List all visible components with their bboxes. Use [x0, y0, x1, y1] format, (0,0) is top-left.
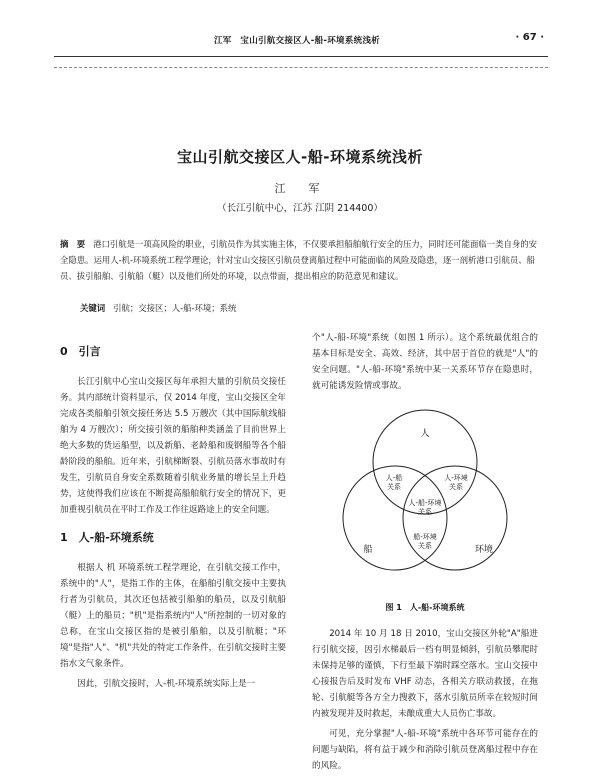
header-rule — [54, 56, 548, 57]
section-0-heading: 0 引言 — [60, 345, 101, 358]
label-ren-huanjing-1: 人-环境 — [444, 474, 468, 482]
label-chuan-huanjing-2: 关系 — [418, 542, 432, 550]
article-affiliation: （长江引航中心，江苏 江阴 214400） — [217, 203, 383, 214]
label-ren: 人 — [420, 429, 430, 439]
section-1-paragraph-1: 根据人 机 环境系统工程学理论，在引航交接工作中，系统中的"人"，是指工作的主体，在船舶引航交接中主要执行者为引航员，其次还包括被引船舶的船员，以及引航船（艇）上的船员；"机"是指系统内"人"所控制的一切对象的总称，在宝山交接区指的是被引船舶，以及引航艇；"环境"是指"人"、"机"共处的特定工作条件，在引航交接时主要指水文气象条件。 — [60, 563, 287, 669]
article-title: 宝山引航交接区人-船-环境系统浅析 — [177, 148, 423, 166]
label-center-1: 人-船-环境 — [408, 499, 442, 507]
section-1-paragraph-2: 因此，引航交接时，人-机-环境系统实际上是一 — [77, 679, 256, 689]
running-head-text: 江军 宝山引航交接区人-船-环境系统浅析 — [214, 36, 381, 46]
right-column — [312, 330, 538, 778]
label-huanjing: 环境 — [474, 545, 494, 555]
figure-1 — [312, 400, 538, 600]
label-ren-chuan-1: 人-船 — [385, 474, 403, 482]
article-author: 江 军 — [274, 182, 326, 195]
venn-diagram — [312, 400, 538, 600]
right-top-paragraph: 个"人-船-环境"系统（如图 1 所示）。这个系统最优组合的基本目标是安全、高效、经济，其中居于首位的就是"人"的安全问题。"人-船-环境"系统中某一关系环节存在隐患时，就可能诱发险情或事故。 — [312, 333, 538, 391]
abstract-text: 港口引航是一项高风险的职业，引航员作为其实施主体，不仅要承担船舶航行安全的压力，同时还可能面临一类自身的安全隐患。运用人-机-环境系统工程学理论，针对宝山交接区引航员登离船过程中可能面临的风险及隐患，逐一剖析港口引航员、船员、拔引船舶、引航船（艇）以及他们所处的环境，以点带面，提出相应的防范意见和建议。 — [60, 239, 537, 281]
header-dashed-rule — [54, 67, 548, 68]
right-case-paragraph: 2014 年 10 月 18 日 2010，宝山交接区外轮"A"船进行引航交接，因引水梯最后一档有明显倾斜，引航员攀爬时未保持足够的谨慎，下行至最下端时踩空落水。宝山交接中心接报告后及时发布 VHF 动态，各相关方联动救援，在拖轮、引航艇等各方全力搜救下，落水引航员所幸在较短时间内被发现并及时救起，未酿成重大人员伤亡事故。 — [312, 629, 538, 719]
page-number: · 67 · — [515, 32, 544, 43]
left-column — [60, 338, 286, 696]
label-ren-huanjing-2: 关系 — [449, 483, 463, 491]
running-head — [64, 32, 544, 52]
keywords — [80, 302, 540, 314]
abstract-label: 摘 要 — [60, 239, 86, 249]
keywords-text: 引航；交接区；人-船-环境；系统 — [113, 303, 237, 313]
section-0-paragraph: 长江引航中心宝山交接区每年承担大量的引航员交接任务。其内部统计资料显示，仅 2014 年度，宝山交接区全年完成各类船舶引领交接任务达 5.5 万艘次（其中国际航线船舶为 4 万艘次）；所交接引领的船舶种类涵盖了目前世界上绝大多数的货运船型，以及新船、老龄船和废钢船等各个船龄阶段的船舶。近年来，引航梯断裂、引航员落水事故时有发生，引航员自身安全系数随着引航业务量的增长呈上升趋势，这使得我们应该在不断提高船舶航行安全的情况下，更加重视引航员在平时工作及工作往返路途上的安全问题。 — [60, 377, 286, 515]
section-1-heading: 1 人-船-环境系统 — [60, 531, 154, 544]
label-center-2: 关系 — [418, 508, 432, 516]
figure-1-caption: 图 1 人-船-环境系统 — [385, 603, 465, 612]
keywords-label: 关键词 — [80, 303, 106, 313]
label-ren-chuan-2: 关系 — [387, 483, 401, 491]
abstract — [60, 236, 538, 284]
label-chuan: 船 — [363, 545, 373, 555]
right-end-paragraph: 可见，充分掌握"人-船-环境"系统中各环节可能存在的问题与缺陷，将有益于减少和消除引航员登离船过程中存在的风险。 — [312, 729, 538, 771]
label-chuan-huanjing-1: 船-环境 — [413, 533, 437, 541]
